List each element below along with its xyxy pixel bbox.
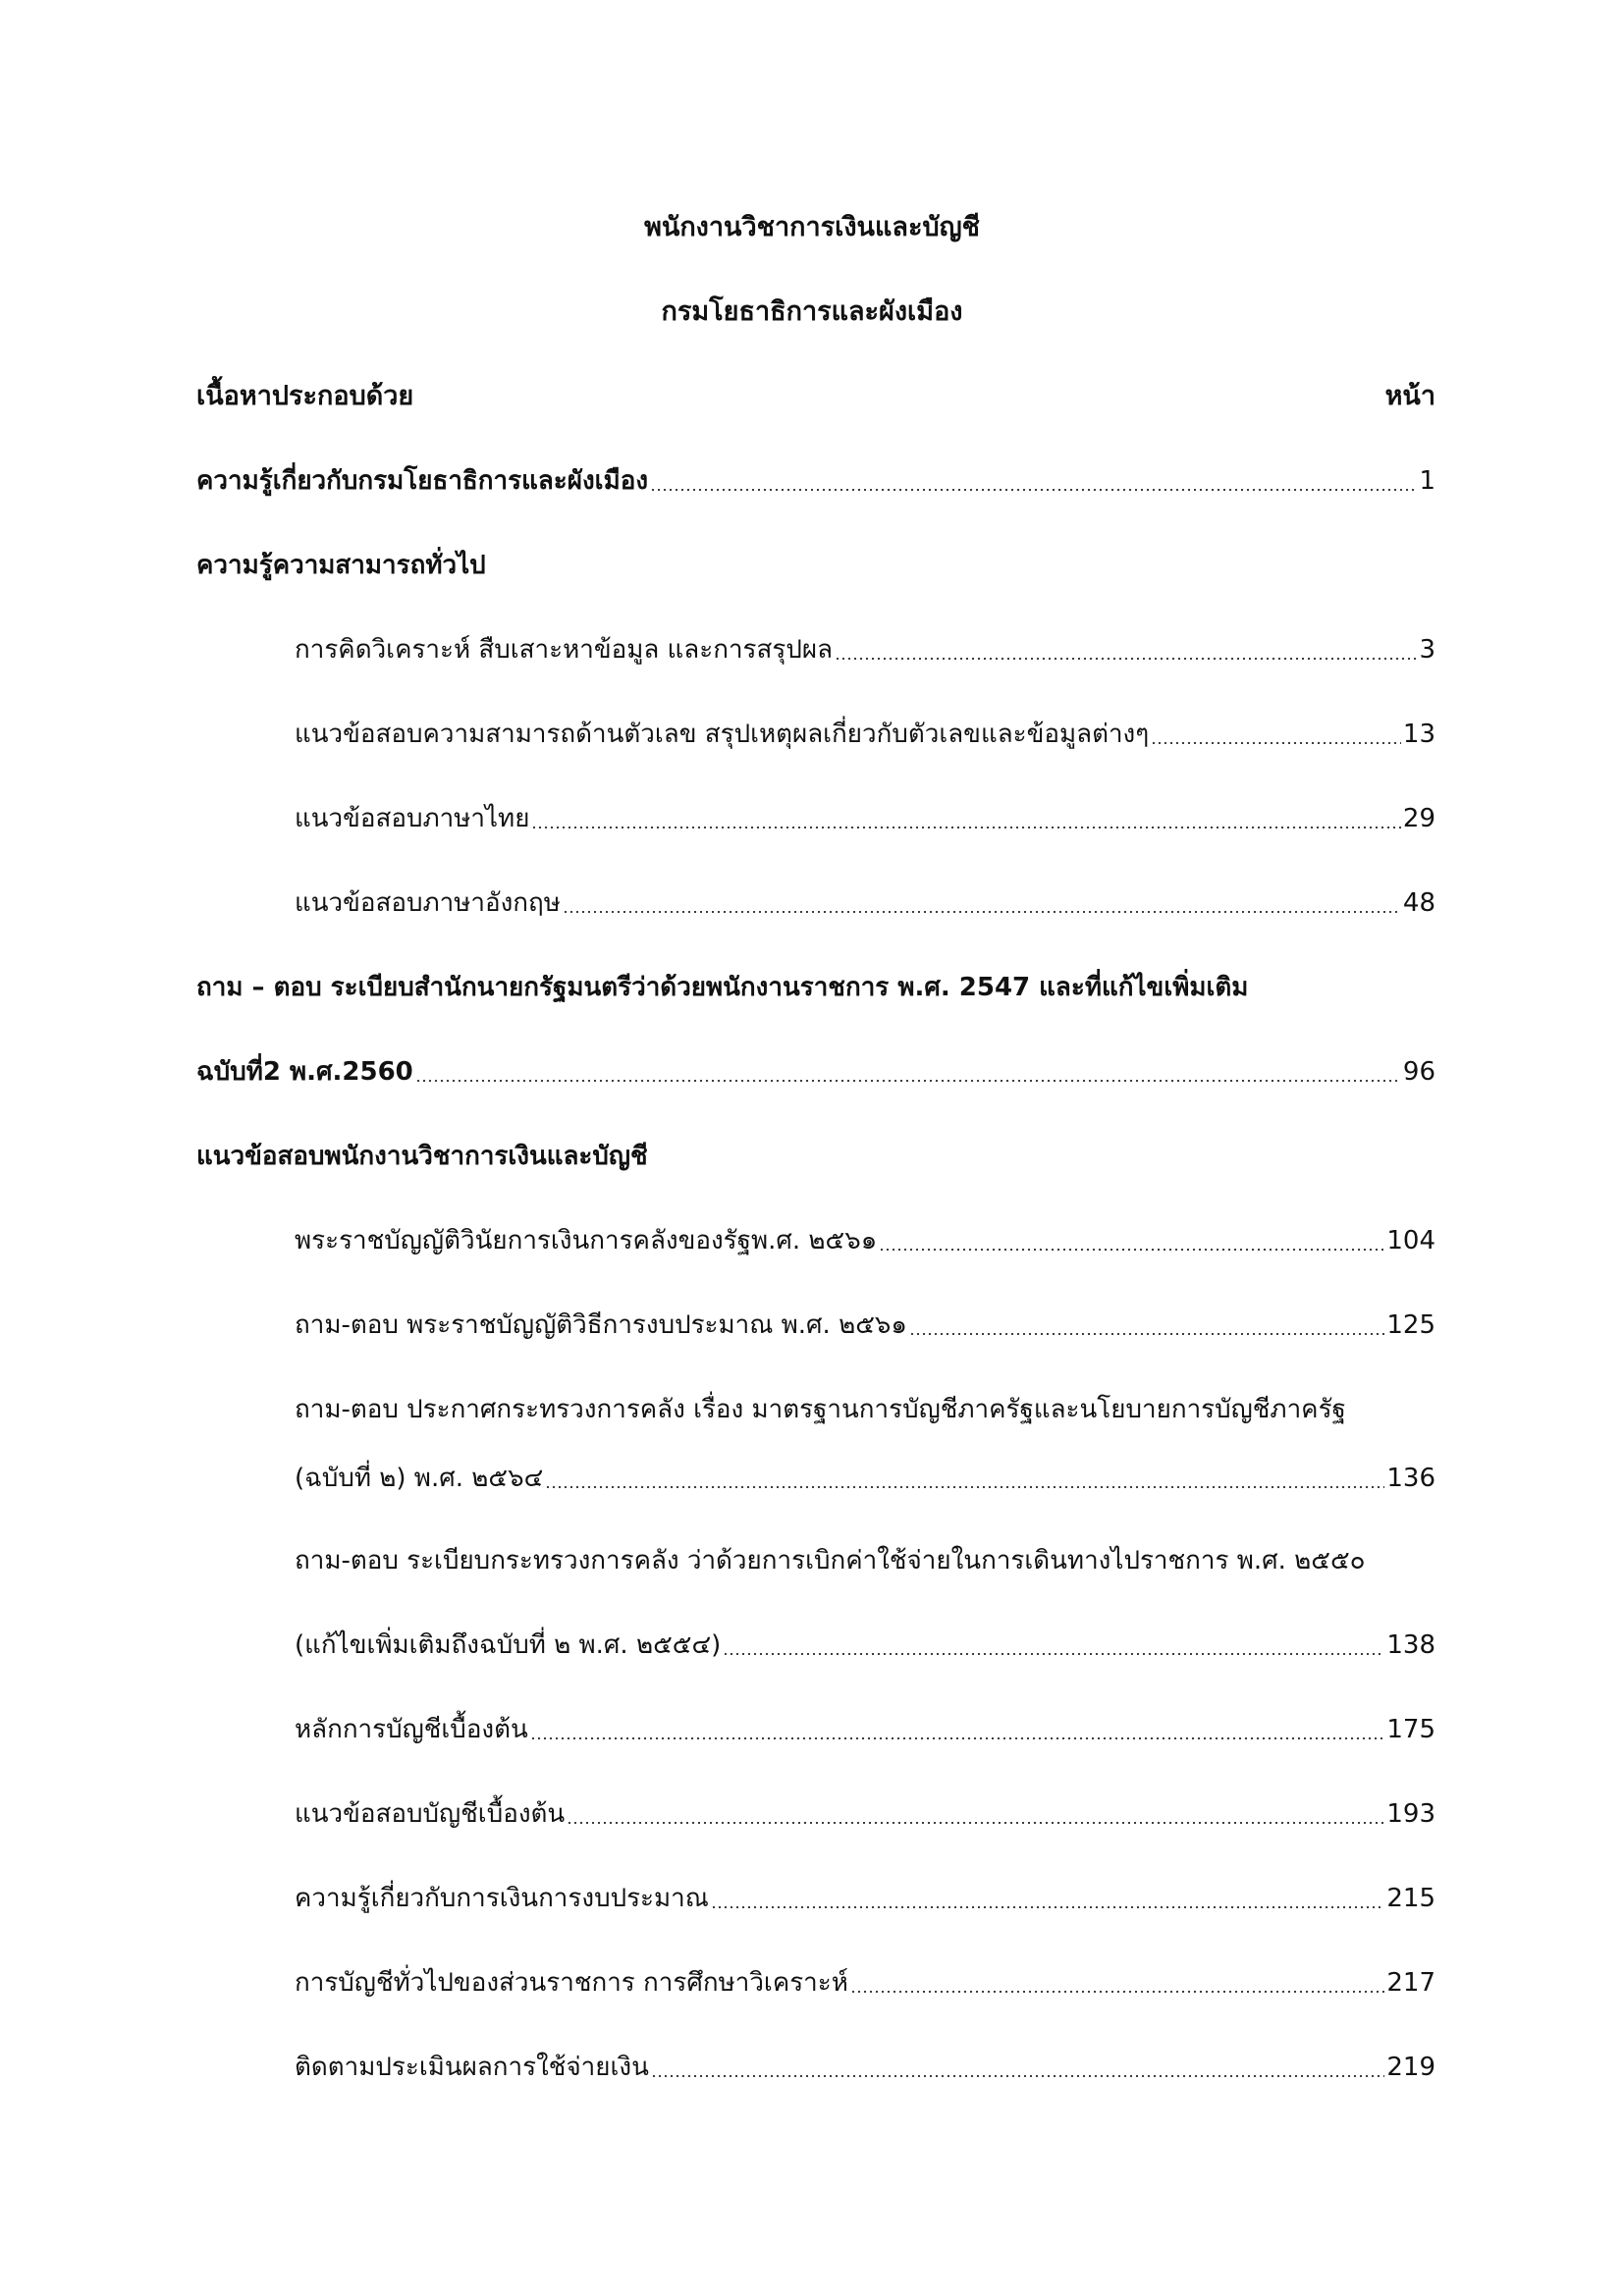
toc-section-label: ความรู้ความสามารถทั่วไป	[196, 551, 486, 580]
toc-entry-label: การบัญชีทั่วไปของส่วนราชการ การศึกษาวิเคราะห์	[295, 1968, 848, 1998]
toc-entry-label: แนวข้อสอบภาษาอังกฤษ	[295, 888, 561, 918]
toc-entry-line1	[295, 1541, 1435, 1580]
toc-entry-label: (แก้ไขเพิ่มเติมถึงฉบับที่ ๒ พ.ศ. ๒๕๕๔)	[295, 1630, 722, 1660]
toc-entry-page: 217	[1386, 1968, 1435, 1998]
toc-entry-page: 125	[1386, 1310, 1435, 1340]
toc-entry	[295, 1963, 1435, 2002]
dot-leader	[567, 1822, 1384, 1824]
document-title: พนักงานวิชาการเงินและบัญชี	[644, 212, 980, 242]
dot-leader	[563, 911, 1401, 913]
toc-entry-label: ความรู้เกี่ยวกับการเงินการงบประมาณ	[295, 1884, 709, 1913]
toc-entry-label: ความรู้เกี่ยวกับกรมโยธาธิการและผังเมือง	[196, 466, 649, 496]
toc-entry-label: ถาม-ตอบ พระราชบัญญัติวิธีการงบประมาณ พ.ศ. ๒๕๖๑	[295, 1310, 907, 1340]
toc-entry-page: 136	[1386, 1464, 1435, 1493]
toc-entry	[295, 799, 1435, 838]
toc-entry	[295, 883, 1435, 923]
contents-label: เนื้อหาประกอบด้วย	[196, 381, 414, 411]
dot-leader	[530, 1737, 1385, 1739]
toc-entry	[295, 715, 1435, 754]
toc-entry	[295, 1794, 1435, 1834]
toc-entry-page: 104	[1386, 1226, 1435, 1255]
dot-leader	[835, 658, 1417, 660]
toc-entry	[295, 1710, 1435, 1749]
toc-entry	[295, 1879, 1435, 1918]
toc-entry-page: 48	[1402, 888, 1435, 918]
toc-entry-line1	[295, 1390, 1435, 1429]
dot-leader	[651, 2075, 1384, 2077]
toc-entry	[295, 630, 1435, 669]
toc-section-label: แนวข้อสอบพนักงานวิชาการเงินและบัญชี	[196, 1142, 648, 1171]
toc-entry-page: 29	[1402, 804, 1435, 833]
toc-entry	[295, 1306, 1435, 1345]
toc-entry-page: 219	[1386, 2053, 1435, 2082]
toc-entry-page: 138	[1386, 1630, 1435, 1660]
page-column-label: หน้า	[1384, 381, 1435, 411]
document-subtitle: กรมโยธาธิการและผังเมือง	[661, 296, 963, 327]
toc-entry-label: ถาม-ตอบ ระเบียบกระทรวงการคลัง ว่าด้วยการเบิกค่าใช้จ่ายในการเดินทางไปราชการ พ.ศ. ๒๕๕๐	[295, 1546, 1366, 1575]
toc-entry-label: หลักการบัญชีเบื้องต้น	[295, 1715, 528, 1744]
toc-entry	[295, 1221, 1435, 1260]
dot-leader	[909, 1333, 1384, 1335]
toc-entry-label: แนวข้อสอบความสามารถด้านตัวเลข สรุปเหตุผลเกี่ยวกับตัวเลขและข้อมูลต่างๆ	[295, 720, 1150, 749]
toc-entry-page: 3	[1419, 635, 1435, 665]
toc-entry-label: ถาม – ตอบ ระเบียบสำนักนายกรัฐมนตรีว่าด้วยพนักงานราชการ พ.ศ. 2547 และที่แก้ไขเพิ่มเติม	[196, 973, 1249, 1002]
toc-entry-label: การคิดวิเคราะห์ สืบเสาะหาข้อมูล และการสรุปผล	[295, 635, 834, 665]
toc-entry-page: 96	[1402, 1057, 1435, 1087]
toc-entry-label: พระราชบัญญัติวินัยการเงินการคลังของรัฐพ.ศ. ๒๕๖๑	[295, 1226, 878, 1255]
toc-entry-page: 193	[1386, 1799, 1435, 1829]
toc-entry-label: ฉบับที่2 พ.ศ.2560	[196, 1057, 413, 1087]
toc-entry-label: ติดตามประเมินผลการใช้จ่ายเงิน	[295, 2053, 649, 2082]
dot-leader	[711, 1906, 1384, 1908]
toc-section-finance-exam	[196, 1137, 1435, 1176]
dot-leader	[650, 489, 1417, 491]
toc-entry-line2	[295, 1459, 1435, 1498]
dot-leader	[531, 827, 1400, 828]
toc-entry-line2	[295, 1626, 1435, 1665]
dot-leader	[723, 1653, 1384, 1655]
toc-section-general-ability	[196, 546, 1435, 585]
dot-leader	[415, 1080, 1401, 1082]
toc-entry-label: แนวข้อสอบภาษาไทย	[295, 804, 530, 833]
toc-entry-label: (ฉบับที่ ๒) พ.ศ. ๒๕๖๔	[295, 1464, 544, 1493]
toc-entry-page: 215	[1386, 1884, 1435, 1913]
toc-entry-regulation-line2	[196, 1052, 1435, 1092]
dot-leader	[1151, 742, 1401, 744]
dot-leader	[850, 1991, 1384, 1993]
toc-header	[196, 377, 1435, 416]
toc-entry-page: 175	[1386, 1715, 1435, 1744]
toc-entry-label: ถาม-ตอบ ประกาศกระทรวงการคลัง เรื่อง มาตรฐานการบัญชีภาครัฐและนโยบายการบัญชีภาครัฐ	[295, 1395, 1346, 1424]
toc-entry-dept-knowledge	[196, 461, 1435, 501]
dot-leader	[545, 1486, 1384, 1488]
toc-entry-label: แนวข้อสอบบัญชีเบื้องต้น	[295, 1799, 566, 1829]
toc-entry-regulation-line1	[196, 968, 1435, 1007]
toc-entry-page: 1	[1419, 466, 1435, 496]
toc-entry	[295, 2048, 1435, 2087]
dot-leader	[879, 1249, 1384, 1251]
toc-entry-page: 13	[1402, 720, 1435, 749]
